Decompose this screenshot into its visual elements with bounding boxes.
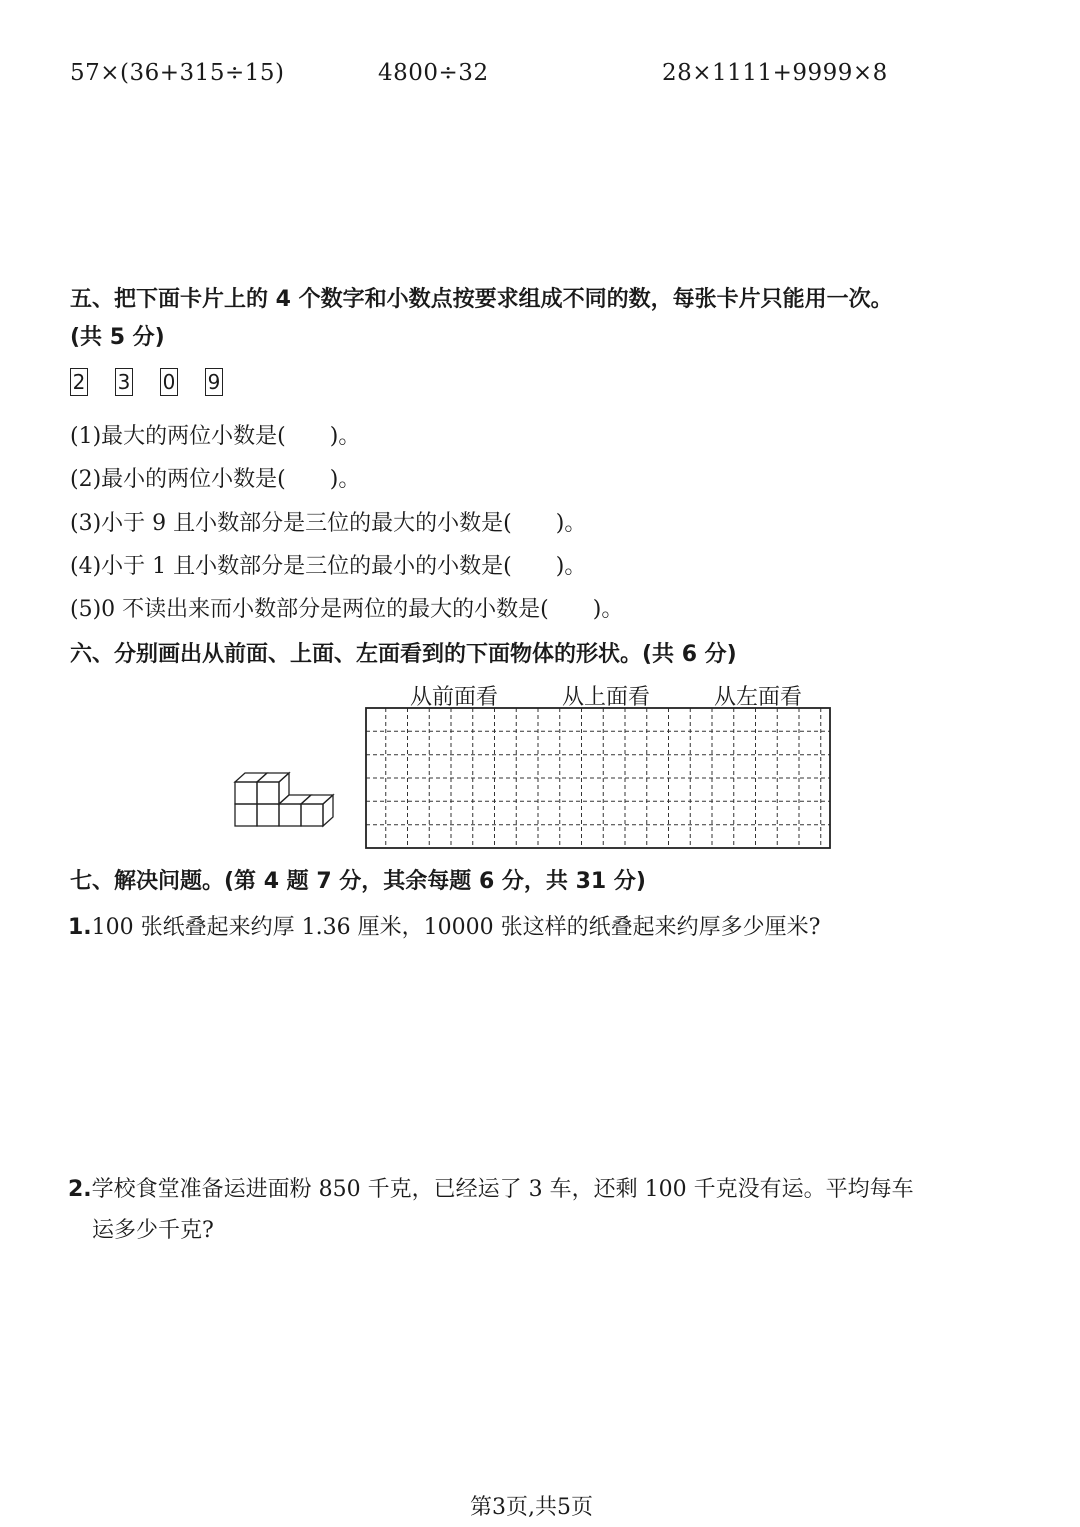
calc-expression-2: 4800÷32 <box>378 60 489 86</box>
problem-2 <box>68 1172 914 1203</box>
card-digit: 0 <box>160 368 178 396</box>
question-line: (4)小于 1 且小数部分是三位的最小的小数是( )。 <box>70 554 587 579</box>
calc-expression-3: 28×1111+9999×8 <box>662 60 888 86</box>
page-number: 第3页,共5页 <box>470 1495 593 1520</box>
section6-title: 六、分别画出从前面、上面、左面看到的下面物体的形状。(共 6 分) <box>70 642 737 667</box>
question-line: (1)最大的两位小数是( )。 <box>70 424 361 449</box>
drawing-grid[interactable] <box>364 706 834 850</box>
calc-expression-1: 57×(36+315÷15) <box>70 60 285 86</box>
problem-number: 2. <box>68 1177 92 1202</box>
view-label-front: 从前面看 <box>410 685 499 710</box>
card-digit: 3 <box>115 368 133 396</box>
card-digit: 9 <box>205 368 223 396</box>
card-digit: 2 <box>70 368 88 396</box>
question-line: (3)小于 9 且小数部分是三位的最大的小数是( )。 <box>70 511 587 536</box>
problem-number: 1. <box>68 915 92 940</box>
number-cards <box>70 368 250 396</box>
problem-text: 学校食堂准备运进面粉 850 千克，已经运了 3 车，还剩 100 千克没有运。平均每车 <box>91 1177 914 1202</box>
cube-stack-figure <box>225 770 355 830</box>
view-label-top: 从上面看 <box>562 685 651 710</box>
section7-title: 七、解决问题。(第 4 题 7 分，其余每题 6 分，共 31 分) <box>70 869 646 894</box>
problem-2-continuation: 运多少千克? <box>92 1218 214 1243</box>
problem-text: 100 张纸叠起来约厚 1.36 厘米，10000 张这样的纸叠起来约厚多少厘米? <box>91 915 821 940</box>
view-label-left: 从左面看 <box>714 685 803 710</box>
problem-1 <box>68 910 820 941</box>
question-line: (5)0 不读出来而小数部分是两位的最大的小数是( )。 <box>70 597 624 622</box>
section5-score: (共 5 分) <box>70 325 165 350</box>
section5-title: 五、把下面卡片上的 4 个数字和小数点按要求组成不同的数，每张卡片只能用一次。 <box>70 287 893 312</box>
question-line: (2)最小的两位小数是( )。 <box>70 467 361 492</box>
